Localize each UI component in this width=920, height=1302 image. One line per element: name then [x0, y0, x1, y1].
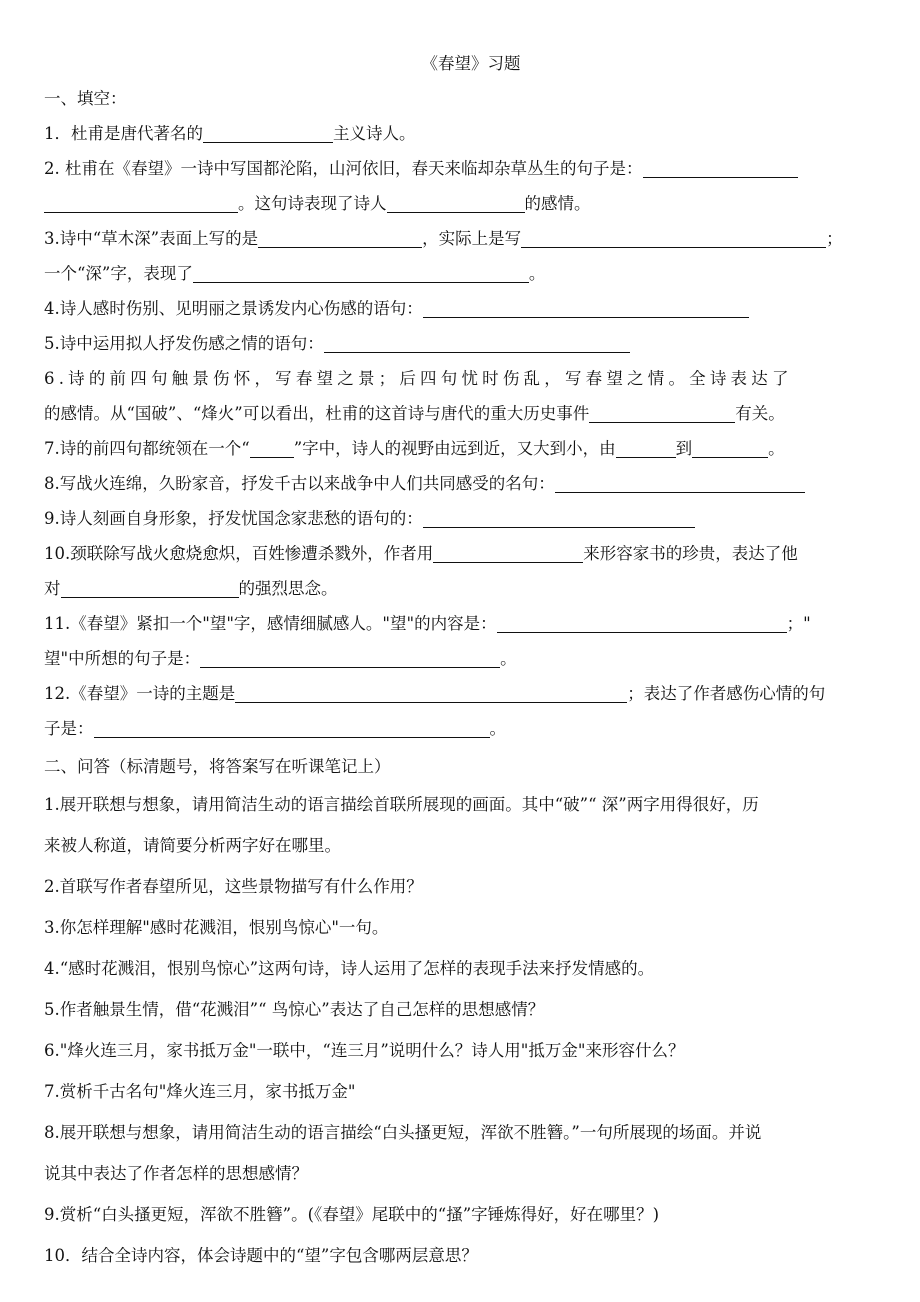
- answer-blank[interactable]: [200, 647, 500, 668]
- q12-text-b: ；表达了作者感伤心情的句: [627, 684, 826, 703]
- q3-text-d: 一个“深”字，表现了: [44, 264, 193, 283]
- fill-question-2: [44, 151, 878, 186]
- section-2-heading: 二、问答（标清题号，将答案写在听课笔记上）: [44, 757, 391, 776]
- q5-text-a: 5.诗中运用拟人抒发伤感之情的语句：: [44, 334, 324, 353]
- q10-text-c: 对: [44, 579, 61, 598]
- q2-text-a: 2. 杜甫在《春望》一诗中写国都沦陷，山河依旧，春天来临却杂草丛生的句子是：: [44, 159, 643, 178]
- q1-text-a: 1．杜甫是唐代著名的: [44, 124, 203, 143]
- fill-question-10-cont: [44, 571, 878, 606]
- q11-text-c: 望"中所想的句子是：: [44, 649, 201, 668]
- fill-question-7: [44, 431, 878, 466]
- fill-question-8: [44, 466, 878, 501]
- q7-text-b: ”字中，诗人的视野由远到近，又大到小，由: [293, 439, 616, 458]
- q7-text-a: 7.诗的前四句都统领在一个“: [44, 439, 250, 458]
- q6-text-b: 的感情。从“国破”、“烽火”可以看出，杜甫的这首诗与唐代的重大历史事件: [44, 404, 590, 423]
- short-answer-7: 7.赏析千古名句"烽火连三月，家书抵万金": [44, 1082, 356, 1101]
- q10-text-a: 10.颈联除写战火愈烧愈炽，百姓惨遭杀戮外，作者用: [44, 544, 434, 563]
- fill-question-6: [44, 361, 878, 396]
- q3-text-e: 。: [528, 264, 546, 283]
- short-answer-1-cont: 来被人称道，请简要分析两字好在哪里。: [44, 836, 341, 855]
- fill-question-3-cont: [44, 256, 878, 291]
- fill-question-9: [44, 501, 878, 536]
- answer-blank[interactable]: [423, 297, 749, 318]
- answer-blank[interactable]: [61, 577, 239, 598]
- q10-text-b: 来形容家书的珍贵，表达了他: [583, 544, 798, 563]
- short-answer-10: 10．结合全诗内容，体会诗题中的“望”字包含哪两层意思？: [44, 1246, 478, 1265]
- answer-blank[interactable]: [616, 437, 676, 458]
- fill-question-6-cont: [44, 396, 878, 431]
- q11-text-d: 。: [500, 649, 517, 668]
- answer-blank[interactable]: [324, 332, 630, 353]
- answer-blank[interactable]: [521, 227, 826, 248]
- q3-text-c: ；: [826, 229, 843, 248]
- short-answer-9: 9.赏析“白头搔更短，浑欲不胜簪”。(《春望》尾联中的“搔”字锤炼得好，好在哪里？): [44, 1205, 660, 1224]
- q3-text-a: 3.诗中“草木深”表面上写的是: [44, 229, 259, 248]
- q4-text-a: 4.诗人感时伤别、见明丽之景诱发内心伤感的语句：: [44, 299, 423, 318]
- fill-question-3: [44, 221, 878, 256]
- answer-blank[interactable]: [387, 192, 525, 213]
- answer-blank[interactable]: [497, 612, 787, 633]
- q11-text-b: ；": [786, 614, 811, 633]
- short-answer-3: 3.你怎样理解"感时花溅泪，恨别鸟惊心"一句。: [44, 918, 389, 937]
- page-title: 《春望》习题: [421, 54, 521, 73]
- fill-question-5: [44, 326, 878, 361]
- fill-question-12: [44, 676, 878, 711]
- section-1-heading: 一、填空：: [44, 89, 127, 108]
- short-answer-8: 8.展开联想与想象，请用简洁生动的语言描绘“白头搔更短，浑欲不胜簪。”一句所展现的场面。并说: [44, 1123, 762, 1142]
- answer-blank[interactable]: [203, 122, 333, 143]
- answer-blank[interactable]: [250, 437, 294, 458]
- q12-text-d: 。: [489, 719, 506, 738]
- answer-blank[interactable]: [235, 682, 627, 703]
- short-answer-4: 4.“感时花溅泪，恨别鸟惊心”这两句诗，诗人运用了怎样的表现手法来抒发情感的。: [44, 959, 655, 978]
- short-answer-5: 5.作者触景生情，借“花溅泪”“ 鸟惊心”表达了自己怎样的思想感情？: [44, 1000, 545, 1019]
- q8-text-a: 8.写战火连绵，久盼家音，抒发千古以来战争中人们共同感受的名句：: [44, 474, 555, 493]
- answer-blank[interactable]: [258, 227, 422, 248]
- short-answer-8-cont: 说其中表达了作者怎样的思想感情？: [44, 1164, 308, 1183]
- worksheet: [44, 46, 878, 1273]
- answer-blank[interactable]: [692, 437, 768, 458]
- fill-question-2-cont: [44, 186, 878, 221]
- fill-question-12-cont: [44, 711, 878, 746]
- q7-text-c: 到: [675, 439, 693, 458]
- fill-question-11: [44, 606, 878, 641]
- short-answer-1: 1.展开联想与想象，请用简洁生动的语言描绘首联所展现的画面。其中“破”“ 深”两字用得很好，历: [44, 795, 759, 814]
- q2-text-c: 的感情。: [524, 194, 591, 213]
- short-answer-2: 2.首联写作者春望所见，这些景物描写有什么作用？: [44, 877, 423, 896]
- q3-text-b: ，实际上是写: [422, 229, 522, 248]
- q7-text-d: 。: [768, 439, 785, 458]
- fill-question-1: [44, 116, 878, 151]
- fill-question-4: [44, 291, 878, 326]
- answer-blank[interactable]: [643, 157, 798, 178]
- answer-blank[interactable]: [555, 472, 805, 493]
- q11-text-a: 11.《春望》紧扣一个"望"字，感情细腻感人。"望"的内容是：: [44, 614, 497, 633]
- q2-text-b: 。这句诗表现了诗人: [238, 194, 387, 213]
- answer-blank[interactable]: [44, 192, 238, 213]
- q1-text-b: 主义诗人。: [333, 124, 416, 143]
- fill-question-10: [44, 536, 878, 571]
- answer-blank[interactable]: [589, 402, 735, 423]
- short-answer-6: 6."烽火连三月，家书抵万金"一联中，“连三月”说明什么？诗人用"抵万金"来形容什么？: [44, 1041, 685, 1060]
- answer-blank[interactable]: [94, 717, 490, 738]
- fill-question-11-cont: [44, 641, 878, 676]
- answer-blank[interactable]: [193, 262, 529, 283]
- q12-text-a: 12.《春望》一诗的主题是: [44, 684, 236, 703]
- q10-text-d: 的强烈思念。: [238, 579, 338, 598]
- q9-text-a: 9.诗人刻画自身形象，抒发忧国念家悲愁的语句的：: [44, 509, 423, 528]
- q6-text-c: 有关。: [735, 404, 785, 423]
- q6-text-a: 6.诗的前四句触景伤怀，写春望之景；后四句忧时伤乱，写春望之情。全诗表达了: [44, 369, 793, 388]
- answer-blank[interactable]: [433, 542, 583, 563]
- answer-blank[interactable]: [423, 507, 695, 528]
- q12-text-c: 子是：: [44, 719, 94, 738]
